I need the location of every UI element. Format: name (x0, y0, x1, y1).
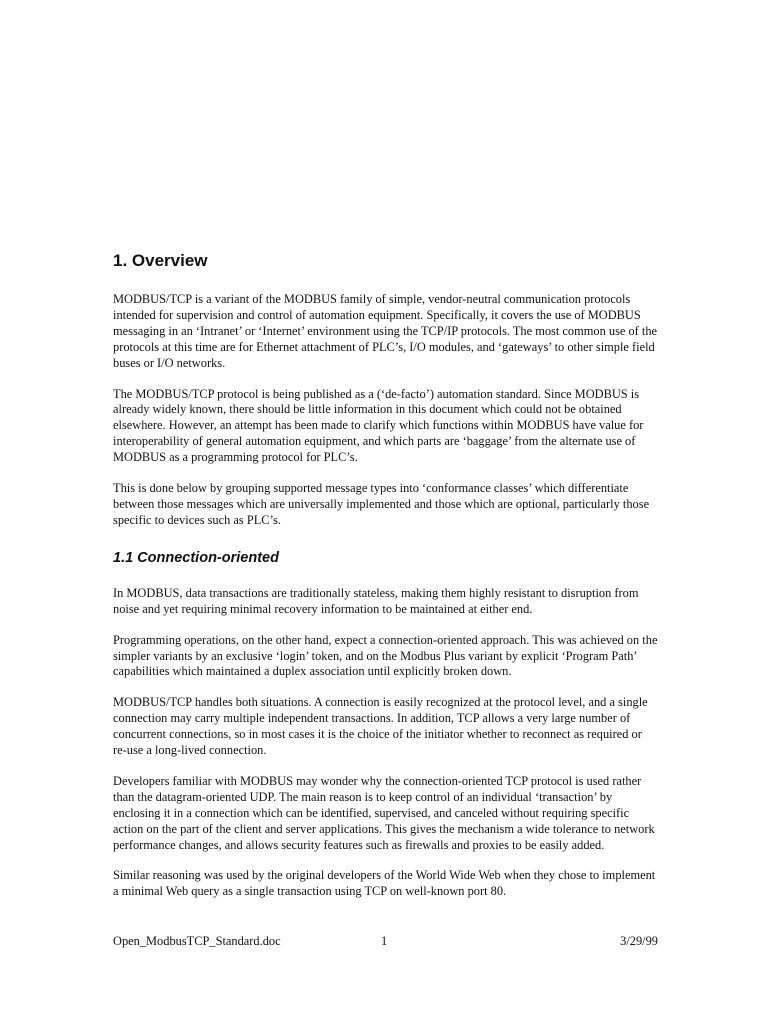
document-body (113, 250, 658, 915)
connection-paragraph: In MODBUS, data transactions are traditionally stateless, making them highly resistant to disruption from noise and yet requiring minimal recovery information to be maintained at either end. (113, 585, 639, 616)
overview-paragraph: MODBUS/TCP is a variant of the MODBUS family of simple, vendor-neutral communication protocols intended for supervision and control of automation equipment. Specifically, it covers the use of MODBUS messaging in an ‘Intranet’ or ‘Internet’ environment using the TCP/IP protocols. The most common use of the protocols at this time are for Ethernet attachment of PLC’s, I/O modules, and ‘gateways’ to other simple field buses or I/O networks. (113, 292, 658, 370)
connection-paragraph: Similar reasoning was used by the original developers of the World Wide Web when they chose to implement a minimal Web query as a single transaction using TCP on well-known port 80. (113, 868, 656, 899)
subsection-heading: 1.1 Connection-oriented (113, 549, 279, 566)
footer-date: 3/29/99 (620, 934, 658, 948)
footer-filename: Open_ModbusTCP_Standard.doc (113, 934, 281, 948)
page-footer (113, 934, 658, 952)
connection-paragraph: MODBUS/TCP handles both situations. A connection is easily recognized at the protocol level, and a single connection may carry multiple independent transactions. In addition, TCP allows a very large number of concurrent connections, so in most cases it is the choice of the initiator whether to reconnect as required or re-use a long-lived connection. (113, 695, 648, 758)
section-heading: 1. Overview (113, 251, 208, 270)
connection-paragraph: Programming operations, on the other hand, expect a connection-oriented approach. This was achieved on the simpler variants by an exclusive ‘login’ token, and on the Modbus Plus variant by explicit ‘Program Path’ capabilities which maintained a duplex association until explicitly broken down. (113, 632, 658, 679)
footer-page-number: 1 (381, 934, 388, 948)
connection-paragraph: Developers familiar with MODBUS may wonder why the connection-oriented TCP protocol is used rather than the datagram-oriented UDP. The main reason is to keep control of an individual ‘transaction’ by enclosing it in a connection which can be identified, supervised, and canceled without requiring specific action on the part of the client and server applications. This gives the mechanism a wide tolerance to network performance changes, and allows security features such as firewalls and proxies to be easily added. (113, 773, 655, 852)
overview-paragraph: This is done below by grouping supported message types into ‘conformance classes’ which differentiate between those messages which are universally implemented and those which are optional, particularly those specific to devices such as PLC’s. (113, 481, 650, 527)
overview-paragraph: The MODBUS/TCP protocol is being published as a (‘de-facto’) automation standard. Since MODBUS is already widely known, there should be little information in this document which could not be obtained elsewhere. However, an attempt has been made to clarify which functions within MODBUS have value for interoperability of general automation equipment, and which parts are ‘baggage’ from the alternate use of MODBUS as a programming protocol for PLC’s. (113, 386, 644, 465)
